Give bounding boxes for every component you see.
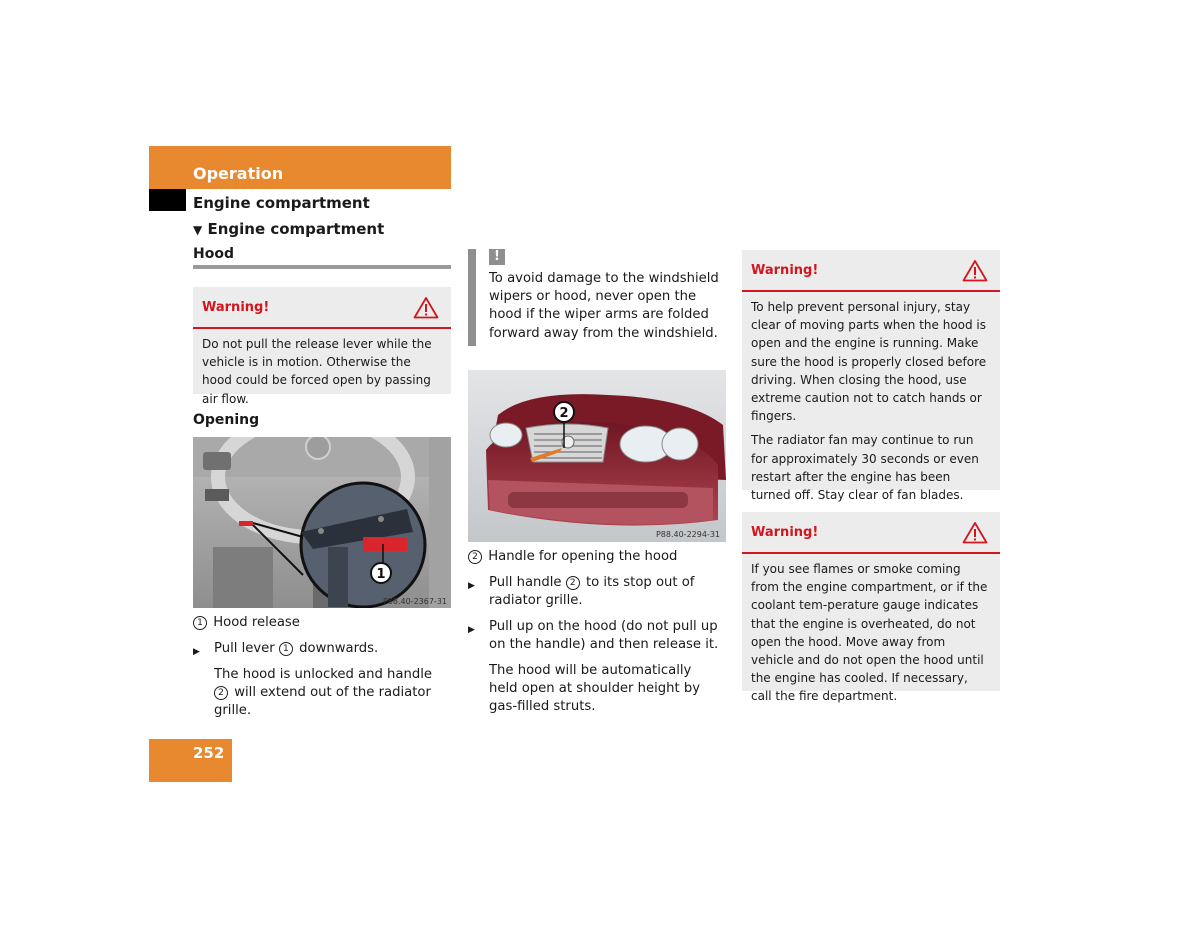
warning-box-flames-smoke: [742, 512, 1000, 704]
image-code: P88.40-2367-31: [382, 597, 447, 606]
warning-label: Warning!: [751, 525, 819, 540]
warning-box-moving-parts: [742, 250, 1000, 503]
callout-badge: 1: [193, 616, 207, 630]
step-text: downwards.: [299, 641, 379, 656]
warning-text: [751, 560, 990, 712]
image-code: P88.40-2294-31: [655, 530, 720, 539]
legend-handle: [468, 548, 726, 566]
topic-heading: Hood: [193, 246, 234, 262]
triangle-bullet-icon: ▶: [193, 647, 200, 657]
heading-rule: [193, 265, 451, 269]
result-text: The hood is unlocked and handle: [214, 667, 432, 682]
warning-paragraph: The radiator fan may continue to run for approximately 30 seconds or even restart after the engine has been turned off. Stay clear of fan blades.: [751, 433, 979, 503]
warning-box-release-lever: [193, 287, 451, 406]
warning-triangle-icon: [962, 521, 988, 544]
step-text: Pull handle: [489, 575, 562, 590]
warning-header: [742, 512, 1000, 554]
warning-paragraph: Do not pull the release lever while the vehicle is in motion. Otherwise the hood could be forced open by passing air flow.: [202, 337, 432, 406]
warning-header: [193, 287, 451, 329]
triangle-bullet-icon: ▶: [468, 625, 475, 635]
nav-marker-icon: ▼: [193, 223, 203, 237]
chapter-subtitle: Engine compartment: [193, 194, 370, 212]
warning-label: Warning!: [202, 300, 270, 315]
callout-badge: 2: [468, 550, 482, 564]
result-hood-held-open: The hood will be automatically held open at shoulder height by gas-filled struts.: [489, 663, 701, 715]
result-text: will extend out of the radiator grille.: [214, 685, 431, 719]
callout-badge: 2: [566, 576, 580, 590]
callout-number: 2: [559, 406, 569, 421]
callout-number: 1: [376, 567, 386, 582]
section-title: Operation: [193, 164, 284, 183]
warning-triangle-icon: [413, 296, 439, 319]
result-hood-unlocked: [214, 666, 446, 721]
step-pull-lever: [193, 640, 451, 658]
legend-text: Handle for opening the hood: [488, 549, 678, 564]
warning-paragraph: If you see flames or smoke coming from the engine compartment, or if the coolant tem-perature gauge indicates that the engine is overheated, do not open the hood. Move away from vehicle and do not open the hood until the engine has cooled. If necessary, call the fire department.: [751, 562, 988, 704]
warning-paragraph: To help prevent personal injury, stay clear of moving parts when the hood is open and the engine is running. Make sure the hood is properly closed before driving. When closing the hood, use extreme caution not to catch hands or fingers.: [751, 300, 987, 424]
step-pull-handle: [468, 574, 726, 610]
warning-header: [742, 250, 1000, 292]
step-text: Pull up on the hood (do not pull up on the handle) and then release it.: [489, 619, 719, 653]
notice-text: To avoid damage to the windshield wipers or hood, never open the hood if the wiper arms are folded forward away from the windshield.: [489, 271, 719, 341]
triangle-bullet-icon: ▶: [468, 581, 475, 591]
callout-badge: 2: [214, 686, 228, 700]
opening-heading: Opening: [193, 412, 260, 428]
warning-text: [751, 298, 990, 510]
page-number: 252: [193, 744, 225, 762]
warning-triangle-icon: [962, 259, 988, 282]
step-text: to its stop out of radiator grille.: [489, 575, 695, 609]
warning-label: Warning!: [751, 263, 819, 278]
notice-symbol-text: !: [494, 249, 500, 264]
notice-bar: [468, 249, 476, 346]
legend-hood-release: [193, 614, 451, 632]
callout-badge: 1: [279, 642, 293, 656]
hood-release-illustration: [193, 437, 451, 608]
step-pull-up-hood: [468, 618, 726, 654]
nav-heading: [193, 220, 384, 238]
legend-text: Hood release: [213, 615, 300, 630]
nav-heading-text: Engine compartment: [207, 220, 385, 238]
hood-release-figure: [193, 437, 451, 608]
car-front-illustration: [468, 370, 726, 542]
page-number-tab: [149, 739, 232, 782]
section-tab-marker: [149, 189, 186, 211]
notice-symbol: [489, 249, 505, 265]
warning-text: [202, 335, 441, 414]
car-front-figure: [468, 370, 726, 542]
step-text: Pull lever: [214, 641, 275, 656]
section-header: [149, 146, 451, 189]
